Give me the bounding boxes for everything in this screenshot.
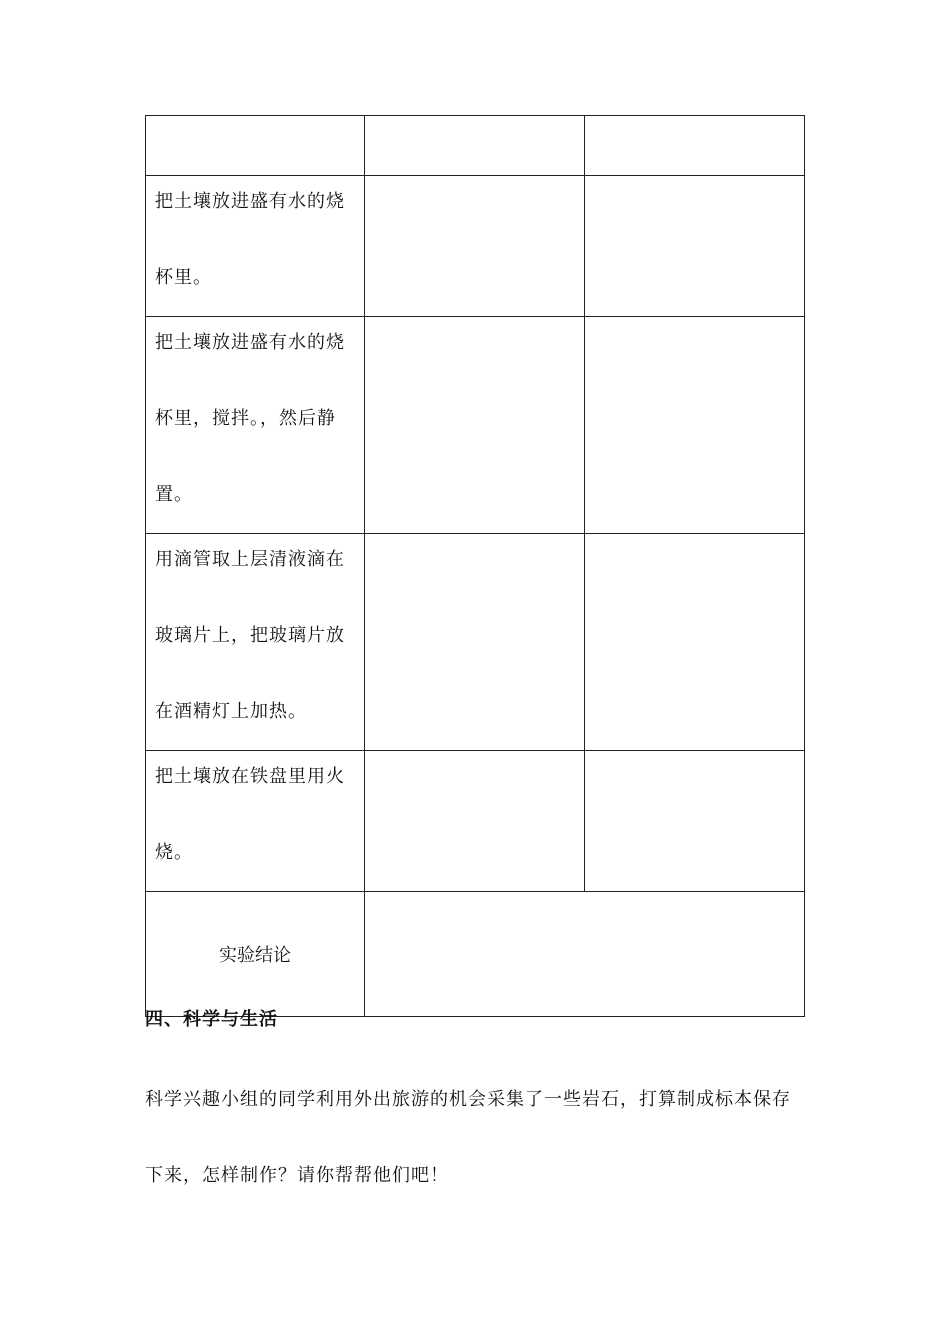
section-heading: 四、科学与生活 — [145, 1009, 278, 1030]
paragraph-line: 下来，怎样制作？请你帮帮他们吧！ — [145, 1165, 449, 1186]
operation-text: 把土壤放进盛有水的烧杯里，搅拌。，然后静置。 — [155, 332, 345, 505]
phenomenon-cell — [365, 534, 585, 751]
explanation-cell — [585, 751, 805, 892]
experiment-table — [145, 115, 805, 1017]
phenomenon-cell — [365, 116, 585, 176]
operation-text: 把土壤放进盛有水的烧杯里。 — [155, 191, 345, 288]
paragraph-line: 科学兴趣小组的同学利用外出旅游的机会采集了一些岩石，打算制成标本保存 — [145, 1089, 791, 1110]
phenomenon-cell — [365, 176, 585, 317]
phenomenon-cell — [365, 751, 585, 892]
table-row — [146, 176, 805, 317]
explanation-cell — [585, 534, 805, 751]
conclusion-answer-cell — [365, 892, 805, 1017]
operation-text: 用滴管取上层清液滴在玻璃片上，把玻璃片放在酒精灯上加热。 — [155, 549, 345, 722]
section-paragraph — [145, 1062, 825, 1214]
phenomenon-cell — [365, 317, 585, 534]
operation-text: 把土壤放在铁盘里用火烧。 — [155, 766, 345, 863]
operation-cell — [146, 317, 365, 534]
conclusion-row — [146, 892, 805, 1017]
table-row — [146, 534, 805, 751]
operation-cell — [146, 176, 365, 317]
explanation-cell — [585, 317, 805, 534]
operation-cell — [146, 534, 365, 751]
table-row — [146, 751, 805, 892]
explanation-cell — [585, 176, 805, 317]
explanation-cell — [585, 116, 805, 176]
conclusion-label: 实验结论 — [146, 892, 365, 1017]
table-row — [146, 317, 805, 534]
operation-cell — [146, 751, 365, 892]
